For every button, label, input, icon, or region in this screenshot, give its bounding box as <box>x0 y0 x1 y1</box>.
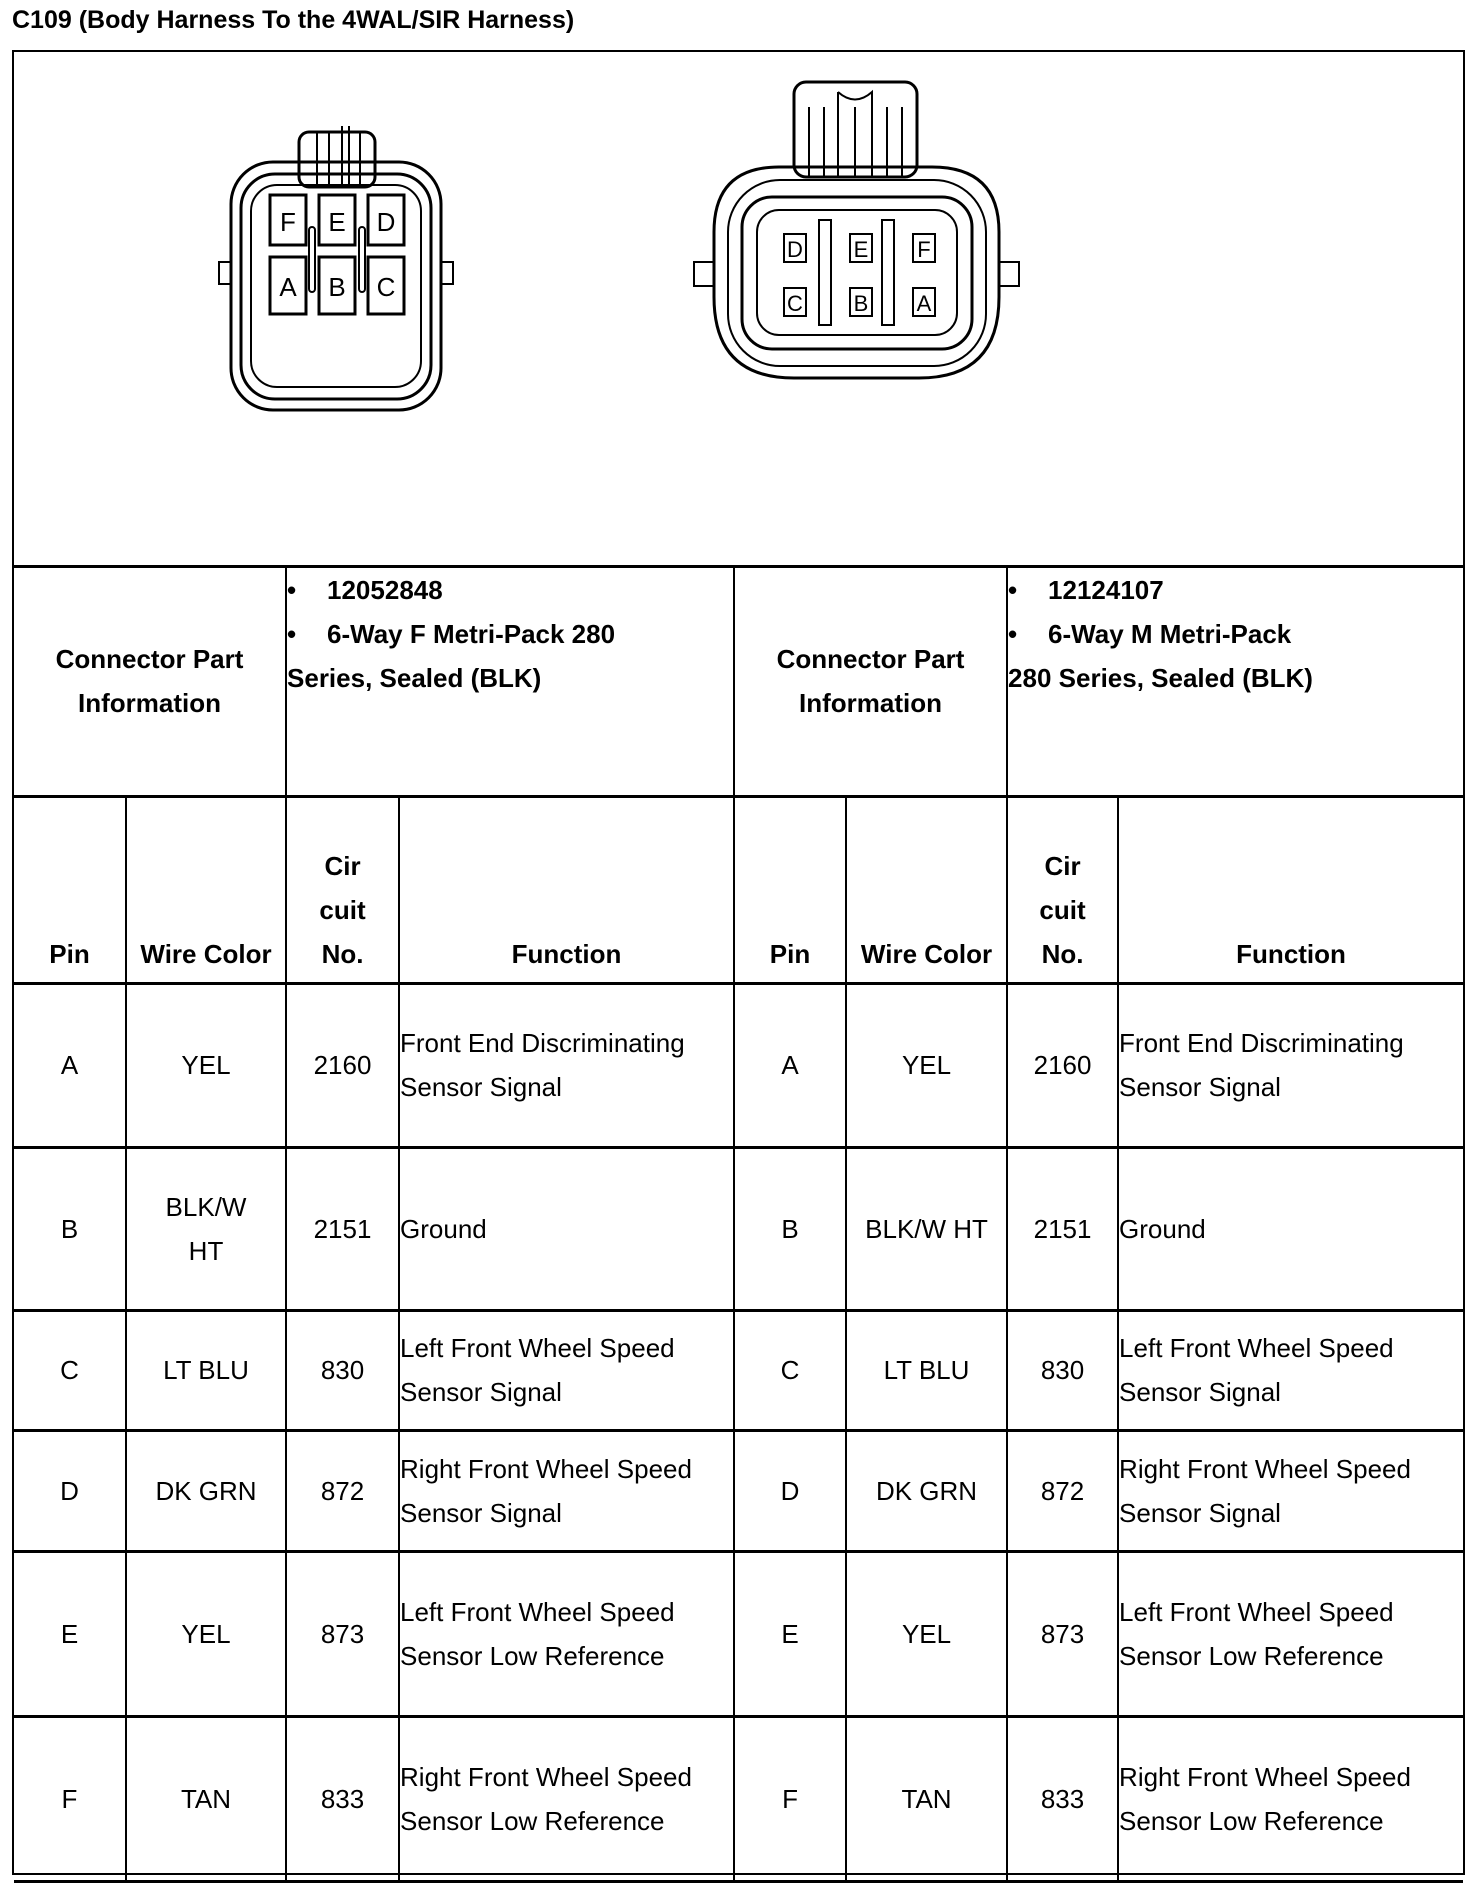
wire-color-cell: TAN <box>846 1716 1007 1881</box>
wire-color-cell: LT BLU <box>126 1310 286 1430</box>
function-cell: Ground <box>1118 1147 1463 1310</box>
circuit-cell: 873 <box>1007 1551 1118 1716</box>
wire-color-cell: YEL <box>126 983 286 1147</box>
connector-info-label-text: Connector Part Information <box>55 644 244 719</box>
function-cell: Right Front Wheel Speed Sensor Signal <box>399 1430 734 1551</box>
connector-part-details <box>1007 568 1463 796</box>
wire-color-cell: YEL <box>846 1551 1007 1716</box>
pin-cell: F <box>14 1716 126 1881</box>
connector-info-label <box>734 568 1007 796</box>
circuit-number-header: Cir cuit No. <box>286 796 399 983</box>
table-row <box>14 1551 1463 1716</box>
wire-color-header: Wire Color <box>126 796 286 983</box>
function-cell: Right Front Wheel Speed Sensor Low Reference <box>1118 1716 1463 1881</box>
circuit-cell: 833 <box>1007 1716 1118 1881</box>
pin-cell: D <box>734 1430 846 1551</box>
pin-cell: C <box>14 1310 126 1430</box>
circuit-cell: 873 <box>286 1551 399 1716</box>
cavity-label-f: F <box>280 207 296 237</box>
cavity-label-a: A <box>916 291 932 316</box>
function-cell: Front End Discriminating Sensor Signal <box>399 983 734 1147</box>
wire-color-cell: YEL <box>126 1551 286 1716</box>
wire-color-cell: TAN <box>126 1716 286 1881</box>
pinout-table <box>14 568 1463 1883</box>
circuit-cell: 2160 <box>286 983 399 1147</box>
table-row <box>14 1147 1463 1310</box>
wire-color-cell: DK GRN <box>846 1430 1007 1551</box>
cavity-label-c: C <box>376 272 396 302</box>
function-cell: Front End Discriminating Sensor Signal <box>1118 983 1463 1147</box>
wire-color-cell: LT BLU <box>846 1310 1007 1430</box>
circuit-cell: 872 <box>286 1430 399 1551</box>
male-connector-face <box>694 82 1019 378</box>
cavity-label-d: D <box>787 237 803 262</box>
circuit-cell: 830 <box>1007 1310 1118 1430</box>
document-title: C109 (Body Harness To the 4WAL/SIR Harness) <box>12 6 575 34</box>
cavity-label-e: E <box>328 207 346 237</box>
pin-cell: B <box>14 1147 126 1310</box>
connector-frame <box>12 50 1465 1875</box>
wire-color-cell: DK GRN <box>126 1430 286 1551</box>
cavity-label-b: B <box>328 272 346 302</box>
function-header: Function <box>1118 796 1463 983</box>
function-cell: Ground <box>399 1147 734 1310</box>
pin-cell: E <box>14 1551 126 1716</box>
pin-cell: F <box>734 1716 846 1881</box>
circuit-cell: 872 <box>1007 1430 1118 1551</box>
connector-info-label <box>14 568 286 796</box>
part-description-continued: Series, Sealed (BLK) <box>287 663 542 693</box>
part-description: 6-Way F Metri-Pack 280 <box>327 619 616 649</box>
pin-cell: A <box>734 983 846 1147</box>
column-header-row <box>14 796 1463 983</box>
connector-illustration <box>14 52 1463 568</box>
cavity-label-f: F <box>917 237 931 262</box>
circuit-cell: 2151 <box>1007 1147 1118 1310</box>
female-connector-face <box>219 126 453 410</box>
cavity-label-b: B <box>853 291 869 316</box>
pin-cell: B <box>734 1147 846 1310</box>
pin-cell: C <box>734 1310 846 1430</box>
bullet-icon: • <box>287 619 297 649</box>
part-description: 6-Way M Metri-Pack <box>1048 619 1292 649</box>
wire-color-header: Wire Color <box>846 796 1007 983</box>
function-cell: Right Front Wheel Speed Sensor Low Reference <box>399 1716 734 1881</box>
circuit-cell: 833 <box>286 1716 399 1881</box>
function-cell: Right Front Wheel Speed Sensor Signal <box>1118 1430 1463 1551</box>
function-cell: Left Front Wheel Speed Sensor Signal <box>399 1310 734 1430</box>
wire-color-cell: BLK/W HT <box>846 1147 1007 1310</box>
function-cell: Left Front Wheel Speed Sensor Low Reference <box>399 1551 734 1716</box>
cavity-label-e: E <box>853 237 869 262</box>
wire-color-cell: YEL <box>846 983 1007 1147</box>
part-number: 12124107 <box>1048 575 1164 605</box>
table-row <box>14 1310 1463 1430</box>
bullet-icon: • <box>287 575 297 605</box>
wire-color-cell: BLK/W HT <box>126 1147 286 1310</box>
connector-info-row <box>14 568 1463 796</box>
table-row <box>14 983 1463 1147</box>
function-cell: Left Front Wheel Speed Sensor Signal <box>1118 1310 1463 1430</box>
connector-info-label-text: Connector Part Information <box>776 644 965 719</box>
circuit-cell: 2151 <box>286 1147 399 1310</box>
pin-cell: A <box>14 983 126 1147</box>
cavity-label-a: A <box>279 272 297 302</box>
pin-header: Pin <box>734 796 846 983</box>
connector-drawings <box>14 52 1463 568</box>
table-row <box>14 1716 1463 1881</box>
function-header: Function <box>399 796 734 983</box>
pin-cell: E <box>734 1551 846 1716</box>
part-description-continued: 280 Series, Sealed (BLK) <box>1008 663 1313 693</box>
circuit-number-header: Cir cuit No. <box>1007 796 1118 983</box>
pin-cell: D <box>14 1430 126 1551</box>
circuit-cell: 830 <box>286 1310 399 1430</box>
table-row <box>14 1430 1463 1551</box>
cavity-label-d: D <box>376 207 396 237</box>
circuit-cell: 2160 <box>1007 983 1118 1147</box>
bullet-icon: • <box>1008 619 1018 649</box>
function-cell: Left Front Wheel Speed Sensor Low Reference <box>1118 1551 1463 1716</box>
pin-header: Pin <box>14 796 126 983</box>
connector-part-details <box>286 568 734 796</box>
part-number: 12052848 <box>327 575 443 605</box>
cavity-label-c: C <box>787 291 803 316</box>
bullet-icon: • <box>1008 575 1018 605</box>
